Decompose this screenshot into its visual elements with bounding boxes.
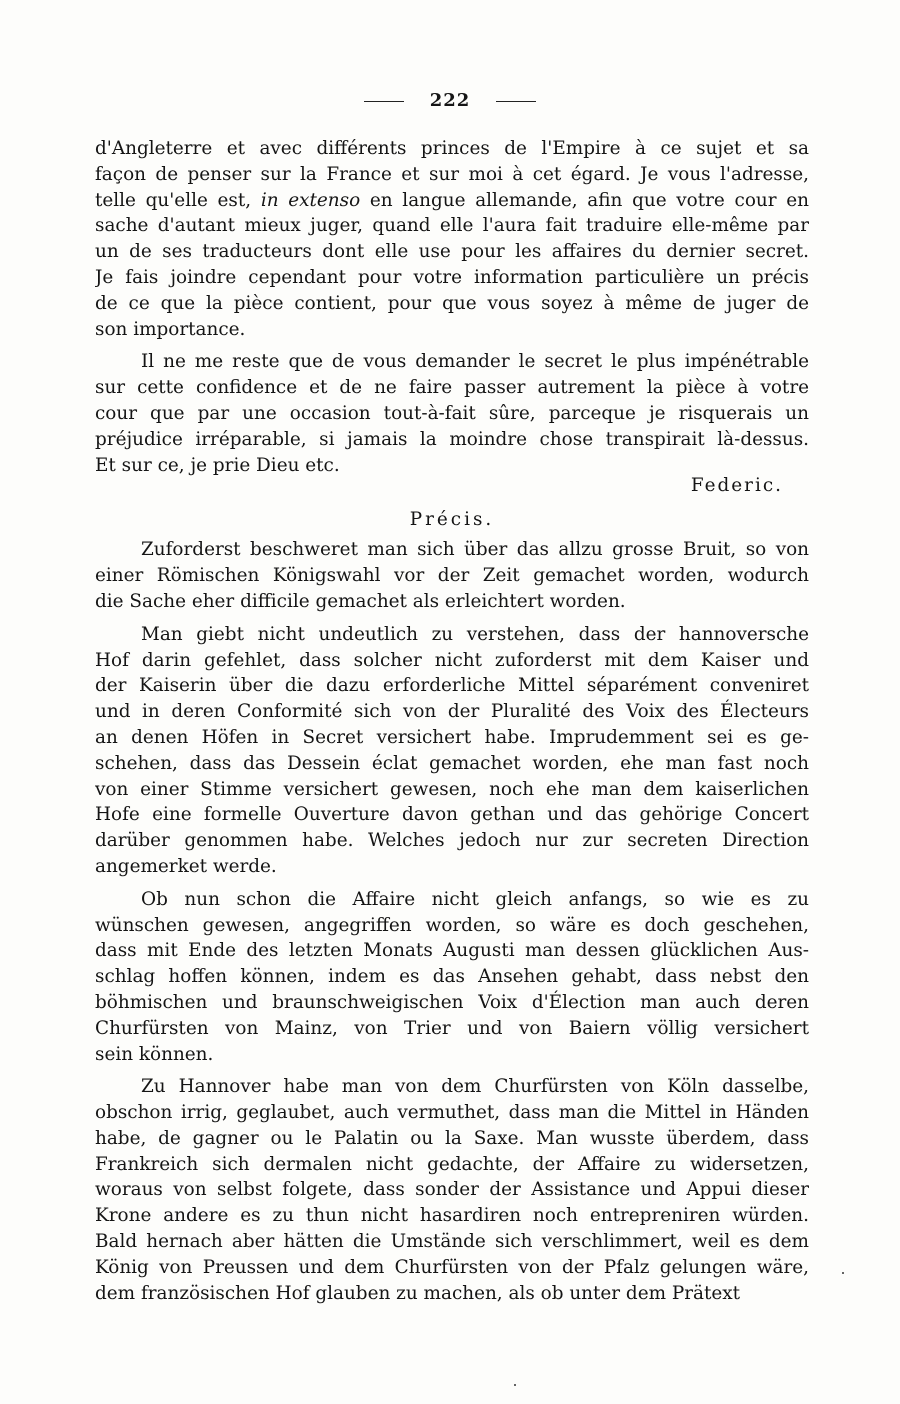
text-line: der Kaiserin über die dazu erforderliche Mittel séparément conveniret [95,675,809,697]
paragraph-gap [95,615,809,622]
text-line: dass mit Ende des letzten Monats Augusti man dessen glücklichen Aus- [95,940,809,962]
italic-phrase: in extenso [260,189,361,211]
text-line: wünschen gewesen, angegriffen worden, so wäre es doch geschehen, [95,914,809,936]
text-line: sur cette confidence et de ne faire passer autrement la pièce à votre [95,377,809,399]
paragraph-gap [95,880,809,887]
text-line: König von Preussen und dem Churfürsten von der Pfalz gelungen wäre, [95,1256,809,1278]
scan-speck [514,1384,516,1386]
text-line: darüber genommen habe. Welches jedoch nur zur secreten Direction [95,830,809,852]
text-line: de ce que la pièce contient, pour que vous soyez à même de juger de [95,292,809,314]
text-line: Je fais joindre cependant pour votre information particulière un précis [95,266,809,288]
paragraph-q2 [95,622,809,880]
paragraph-gap [95,1067,809,1074]
text-line: angemerket werde. [95,855,277,877]
paragraph-p1 [95,136,809,342]
page-body [95,136,809,1313]
paragraph-q3 [95,887,809,1068]
text-line: un de ses traducteurs dont elle use pour les affaires du dernier secret. [95,241,809,263]
paragraph-p2 [95,349,809,478]
text-line: son importance. [95,318,246,340]
scan-speck [842,1272,844,1274]
text-line: Man giebt nicht undeutlich zu verstehen, dass der hannoversche [141,623,809,645]
text-line [95,188,809,214]
text-line: Churfürsten von Mainz, von Trier und von Baiern völlig versichert [95,1017,809,1039]
text-line: Bald hernach aber hätten die Umstände sich verschlimmert, weil es dem [95,1231,809,1253]
text-segment: en langue allemande, afin que votre cour en [360,189,809,211]
text-line: schlag hoffen können, indem es das Ansehen gehabt, dass nebst den [95,966,809,988]
text-segment: telle qu'elle est, [95,189,261,211]
text-line: habe, de gagner ou le Palatin ou la Saxe. Man wusste überdem, dass [95,1127,809,1149]
text-line: cour que par une occasion tout-à-fait sûre, parceque je risquerais un [95,402,809,424]
text-line: Zuforderst beschweret man sich über das allzu grosse Bruit, so von [141,539,809,561]
text-line: einer Römischen Königswahl vor der Zeit gemachet worden, wodurch [95,565,809,587]
paragraph-gap [95,342,809,349]
paragraph-gap [95,1306,809,1313]
text-line: und in deren Conformité sich von der Pluralité des Voix des Électeurs [95,701,809,723]
text-line: dem französischen Hof glauben zu machen, als ob unter dem Prätext [95,1282,741,1304]
section-title: Précis. [409,509,495,531]
text-line: obschon irrig, geglaubet, auch vermuthet, dass man die Mittel in Händen [95,1102,809,1124]
text-line: von einer Stimme versichert gewesen, noch ehe man dem kaiserlichen [95,778,809,800]
text-line: d'Angleterre et avec différents princes de l'Empire à ce sujet et sa [95,138,809,159]
text-line: Krone andere es zu thun nicht hasardiren noch entrepreniren würden. [95,1205,809,1227]
text-line: Et sur ce, je prie Dieu etc. [95,454,340,476]
text-line: Ob nun schon die Affaire nicht gleich anfangs, so wie es zu [141,888,809,910]
text-line: façon de penser sur la France et sur moi à cet égard. Je vous l'adresse, [95,163,809,185]
paragraph-q4 [95,1074,809,1306]
text-line: schehen, dass das Dessein éclat gemachet worden, ehe man fast noch [95,752,809,774]
text-line: Frankreich sich dermalen nicht gedachte, der Affaire zu widersetzen, [95,1153,809,1175]
text-line: sein können. [95,1043,214,1065]
text-line: an denen Höfen in Secret versichert habe. Imprudemment sei es ge- [95,726,809,748]
page-header [0,90,900,111]
text-line: sache d'autant mieux juger, quand elle l'aura fait traduire elle-même par [95,215,809,237]
text-line: préjudice irréparable, si jamais la moindre chose transpirait là-dessus. [95,428,809,450]
signature: Federic. [690,475,783,497]
paragraph-q1 [95,537,809,614]
text-line: woraus von selbst folgete, dass sonder der Assistance und Appui dieser [95,1179,809,1201]
text-line: Zu Hannover habe man von dem Churfürsten von Köln dasselbe, [141,1076,809,1098]
text-line: die Sache eher difficile gemachet als erleichtert worden. [95,590,626,612]
header-rule-left [364,101,404,102]
text-line: böhmischen und braunschweigischen Voix d'Élection man auch deren [95,991,809,1013]
text-line: Hofe eine formelle Ouverture davon gethan und das gehörige Concert [95,804,809,826]
text-line: Hof darin gefehlet, dass solcher nicht zuforderst mit dem Kaiser und [95,649,809,671]
text-line: Il ne me reste que de vous demander le secret le plus impénétrable [141,351,809,373]
header-rule-right [496,101,536,102]
page-number: 222 [429,90,471,111]
